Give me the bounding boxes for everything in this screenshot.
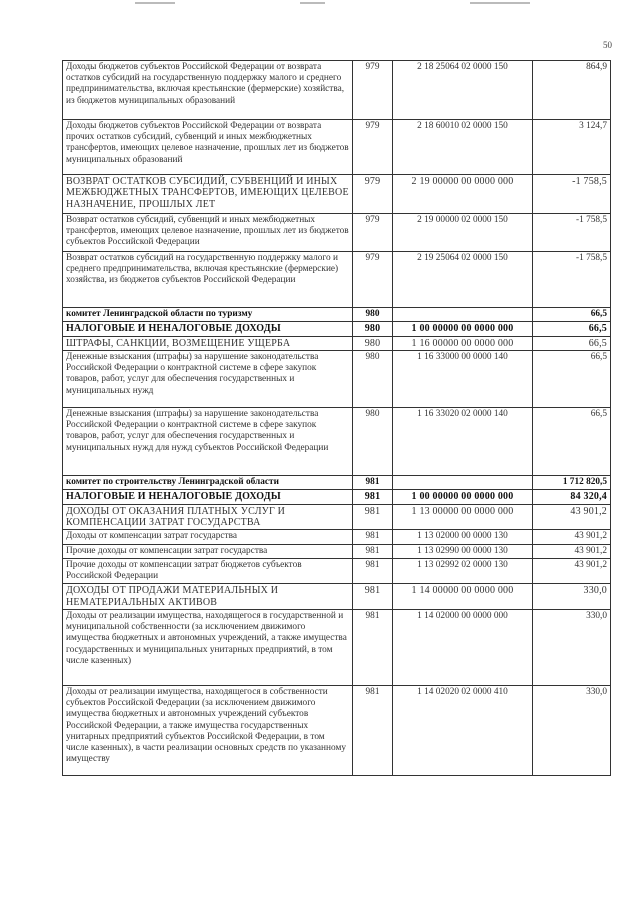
- row-name: Денежные взыскания (штрафы) за нарушение законодательства Российской Федерации о контрактной системе в сфере закупок товаров, работ, услуг для обеспечения государственных и муниципальных нужд: [63, 351, 353, 408]
- row-name: НАЛОГОВЫЕ И НЕНАЛОГОВЫЕ ДОХОДЫ: [63, 322, 353, 336]
- amount: 3 124,7: [533, 120, 611, 175]
- amount: 1 712 820,5: [533, 476, 611, 490]
- budget-classification-code: 2 18 25064 02 0000 150: [393, 61, 533, 120]
- amount: -1 758,5: [533, 252, 611, 308]
- row-name: ДОХОДЫ ОТ ОКАЗАНИЯ ПЛАТНЫХ УСЛУГ И КОМПЕНСАЦИИ ЗАТРАТ ГОСУДАРСТВА: [63, 504, 353, 530]
- table-row: [63, 322, 611, 336]
- admin-code: 981: [353, 544, 393, 558]
- admin-code: 981: [353, 476, 393, 490]
- table-row: [63, 476, 611, 490]
- admin-code: 981: [353, 490, 393, 504]
- admin-code: 981: [353, 610, 393, 686]
- amount: 43 901,2: [533, 530, 611, 544]
- amount: 43 901,2: [533, 544, 611, 558]
- row-name: Возврат остатков субсидий, субвенций и иных межбюджетных трансфертов, имеющих целевое назначение, прошлых лет из бюджетов субъектов Российской Федерации: [63, 214, 353, 252]
- budget-classification-code: [393, 476, 533, 490]
- amount: -1 758,5: [533, 175, 611, 214]
- admin-code: 981: [353, 686, 393, 776]
- budget-classification-code: 1 16 33020 02 0000 140: [393, 408, 533, 476]
- table-row: [63, 584, 611, 610]
- budget-classification-code: 2 19 00000 02 0000 150: [393, 214, 533, 252]
- row-name: Денежные взыскания (штрафы) за нарушение законодательства Российской Федерации о контрактной системе в сфере закупок товаров, работ, услуг для обеспечения государственных и муниципальных нужд для нужд субъектов Российской Федерации: [63, 408, 353, 476]
- admin-code: 979: [353, 61, 393, 120]
- row-name: Доходы от компенсации затрат государства: [63, 530, 353, 544]
- budget-classification-code: 1 14 02020 02 0000 410: [393, 686, 533, 776]
- amount: 330,0: [533, 584, 611, 610]
- amount: 66,5: [533, 336, 611, 350]
- table-row: [63, 408, 611, 476]
- row-name: Прочие доходы от компенсации затрат бюджетов субъектов Российской Федерации: [63, 558, 353, 583]
- admin-code: 980: [353, 308, 393, 322]
- admin-code: 979: [353, 120, 393, 175]
- table-row: [63, 490, 611, 504]
- table-row: [63, 610, 611, 686]
- admin-code: 979: [353, 214, 393, 252]
- amount: 84 320,4: [533, 490, 611, 504]
- scan-artifacts: [0, 0, 640, 8]
- table-row: [63, 61, 611, 120]
- budget-classification-code: 1 14 02000 00 0000 000: [393, 610, 533, 686]
- admin-code: 980: [353, 408, 393, 476]
- table-row: [63, 558, 611, 583]
- budget-classification-code: 2 19 25064 02 0000 150: [393, 252, 533, 308]
- budget-classification-code: 1 13 02000 00 0000 130: [393, 530, 533, 544]
- row-name: комитет Ленинградской области по туризму: [63, 308, 353, 322]
- row-name: Прочие доходы от компенсации затрат государства: [63, 544, 353, 558]
- admin-code: 981: [353, 558, 393, 583]
- table-row: [63, 336, 611, 350]
- row-name: ВОЗВРАТ ОСТАТКОВ СУБСИДИЙ, СУБВЕНЦИЙ И ИНЫХ МЕЖБЮДЖЕТНЫХ ТРАНСФЕРТОВ, ИМЕЮЩИХ ЦЕЛЕВОЕ НАЗНАЧЕНИЕ, ПРОШЛЫХ ЛЕТ: [63, 175, 353, 214]
- budget-classification-code: 1 16 00000 00 0000 000: [393, 336, 533, 350]
- row-name: комитет по строительству Ленинградской области: [63, 476, 353, 490]
- table-row: [63, 175, 611, 214]
- admin-code: 981: [353, 584, 393, 610]
- table-row: [63, 252, 611, 308]
- budget-classification-code: 1 13 02992 02 0000 130: [393, 558, 533, 583]
- amount: 66,5: [533, 408, 611, 476]
- row-name: ДОХОДЫ ОТ ПРОДАЖИ МАТЕРИАЛЬНЫХ И НЕМАТЕРИАЛЬНЫХ АКТИВОВ: [63, 584, 353, 610]
- amount: 864,9: [533, 61, 611, 120]
- row-name: Доходы от реализации имущества, находящегося в государственной и муниципальной собственности (за исключением движимого имущества бюджетных и автономных учреждений, а также имущества государственных и муниципальных унитарных предприятий, в том числе казенных): [63, 610, 353, 686]
- budget-classification-code: 1 16 33000 00 0000 140: [393, 351, 533, 408]
- table-row: [63, 351, 611, 408]
- amount: 66,5: [533, 308, 611, 322]
- row-name: Доходы от реализации имущества, находящегося в собственности субъектов Российской Федерации (за исключением движимого имущества бюджетных и автономных учреждений субъектов Российской Федерации, а также имущества государственных унитарных предприятий субъектов Российской Федерации, в том числе казенных), в части реализации основных средств по указанному имуществу: [63, 686, 353, 776]
- admin-code: 979: [353, 252, 393, 308]
- admin-code: 979: [353, 175, 393, 214]
- amount: -1 758,5: [533, 214, 611, 252]
- table-row: [63, 530, 611, 544]
- row-name: Возврат остатков субсидий на государственную поддержку малого и среднего предпринимательства, включая крестьянские (фермерские) хозяйства, из бюджетов субъектов Российской Федерации: [63, 252, 353, 308]
- table-row: [63, 504, 611, 530]
- page-number: 50: [603, 40, 612, 50]
- amount: 330,0: [533, 610, 611, 686]
- table-row: [63, 544, 611, 558]
- amount: 43 901,2: [533, 558, 611, 583]
- amount: 66,5: [533, 322, 611, 336]
- row-name: Доходы бюджетов субъектов Российской Федерации от возврата остатков субсидий на государственную поддержку малого и среднего предпринимательства, включая крестьянские (фермерские) хозяйства, из бюджетов муниципальных образований: [63, 61, 353, 120]
- budget-classification-code: 1 14 00000 00 0000 000: [393, 584, 533, 610]
- admin-code: 980: [353, 336, 393, 350]
- amount: 43 901,2: [533, 504, 611, 530]
- table-row: [63, 120, 611, 175]
- amount: 330,0: [533, 686, 611, 776]
- admin-code: 980: [353, 322, 393, 336]
- budget-classification-code: 1 00 00000 00 0000 000: [393, 322, 533, 336]
- row-name: НАЛОГОВЫЕ И НЕНАЛОГОВЫЕ ДОХОДЫ: [63, 490, 353, 504]
- admin-code: 981: [353, 504, 393, 530]
- budget-classification-code: [393, 308, 533, 322]
- admin-code: 981: [353, 530, 393, 544]
- budget-classification-code: 2 19 00000 00 0000 000: [393, 175, 533, 214]
- row-name: ШТРАФЫ, САНКЦИИ, ВОЗМЕЩЕНИЕ УЩЕРБА: [63, 336, 353, 350]
- table-row: [63, 308, 611, 322]
- revenue-table: [62, 60, 611, 776]
- budget-classification-code: 1 00 00000 00 0000 000: [393, 490, 533, 504]
- row-name: Доходы бюджетов субъектов Российской Федерации от возврата прочих остатков субсидий, субвенций и иных межбюджетных трансфертов, имеющих целевое назначение, прошлых лет из бюджетов муниципальных образований: [63, 120, 353, 175]
- budget-classification-code: 1 13 00000 00 0000 000: [393, 504, 533, 530]
- table-row: [63, 686, 611, 776]
- budget-classification-code: 2 18 60010 02 0000 150: [393, 120, 533, 175]
- table-row: [63, 214, 611, 252]
- admin-code: 980: [353, 351, 393, 408]
- amount: 66,5: [533, 351, 611, 408]
- budget-classification-code: 1 13 02990 00 0000 130: [393, 544, 533, 558]
